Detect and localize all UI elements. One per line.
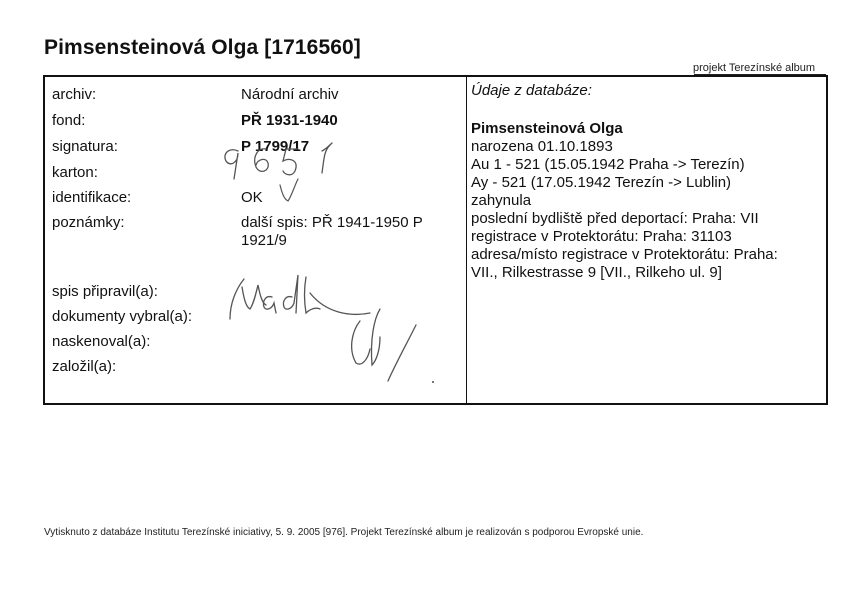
field-label-fond: fond: [52, 112, 86, 129]
database-line: registrace v Protektorátu: Praha: 31103 [471, 228, 732, 245]
field-label-zalozil: založil(a): [52, 358, 117, 375]
field-label-karton: karton: [52, 164, 98, 181]
database-line: VII., Rilkestrasse 9 [VII., Rilkeho ul. 9] [471, 264, 722, 281]
scan-speck [432, 381, 434, 383]
database-person-name: Pimsensteinová Olga [471, 120, 623, 137]
field-label-identifikace: identifikace: [52, 189, 132, 206]
field-label-dokumenty-vybral: dokumenty vybral(a): [52, 308, 193, 325]
field-value-poznamky-line-1: další spis: PŘ 1941-1950 P [241, 214, 423, 231]
field-label-spis-pripravil: spis připravil(a): [52, 283, 158, 300]
database-heading: Údaje z databáze: [471, 82, 592, 99]
footer-note: Vytisknuto z databáze Institutu Terezínské iniciativy, 5. 9. 2005 [976]. Projekt Terezínské album je realizován s podporou Evropské unie. [44, 527, 644, 538]
field-value-poznamky-line-2: 1921/9 [241, 232, 287, 249]
field-label-naskenoval: naskenoval(a): [52, 333, 151, 350]
field-label-signatura: signatura: [52, 138, 118, 155]
page-title: Pimsensteinová Olga [1716560] [44, 36, 361, 59]
project-label: projekt Terezínské album [693, 62, 816, 74]
field-value-identifikace: OK [241, 189, 263, 206]
database-line: poslední bydliště před deportací: Praha: VII [471, 210, 759, 227]
field-label-poznamky: poznámky: [52, 214, 125, 231]
database-line: narozena 01.10.1893 [471, 138, 613, 155]
database-line: adresa/místo registrace v Protektorátu: Praha: [471, 246, 778, 263]
field-label-archiv: archiv: [52, 86, 97, 103]
database-line: zahynula [471, 192, 532, 209]
field-value-archiv: Národní archiv [241, 86, 339, 103]
database-details [471, 120, 821, 282]
record-card [43, 75, 828, 405]
column-divider [466, 77, 467, 403]
field-value-fond: PŘ 1931-1940 [241, 112, 338, 129]
field-value-signatura: P 1799/17 [241, 138, 310, 155]
database-line: Ay - 521 (17.05.1942 Terezín -> Lublin) [471, 174, 732, 191]
database-line: Au 1 - 521 (15.05.1942 Praha -> Terezín) [471, 156, 745, 173]
